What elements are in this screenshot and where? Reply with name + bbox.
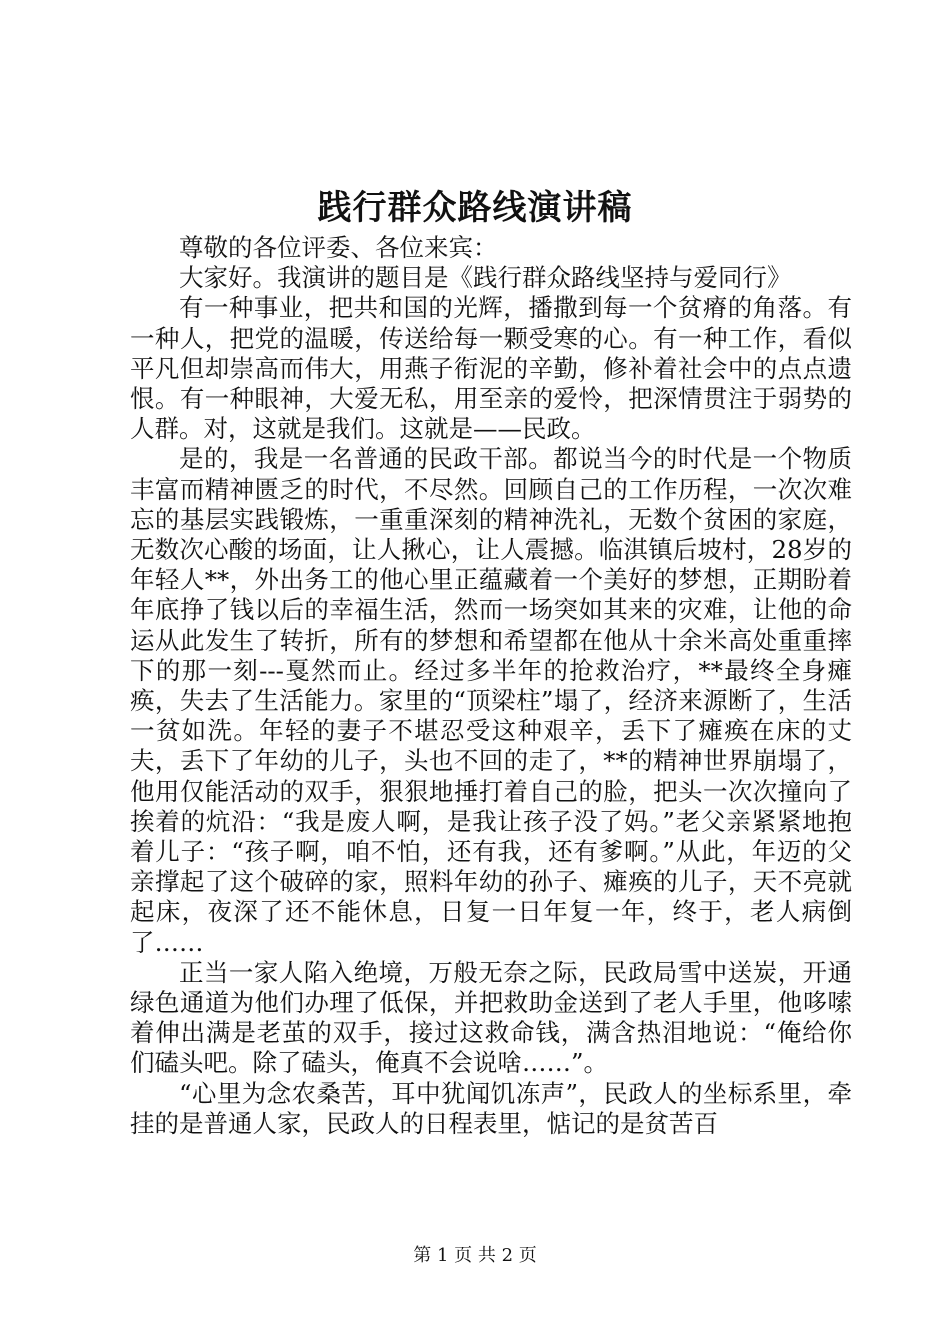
body-paragraph: 有一种事业，把共和国的光辉，播撒到每一个贫瘠的角落。有一种人，把党的温暖，传送给每一颗受寒的心。有一种工作，看似平凡但却崇高而伟大，用燕子衔泥的辛勤，修补着社会中的点点遗恨。有一种眼神，大爱无私，用至亲的爱怜，把深情贯注于弱势的人群。对，这就是我们。这就是——民政。 <box>130 293 852 444</box>
body-paragraph: 是的，我是一名普通的民政干部。都说当今的时代是一个物质丰富而精神匮乏的时代，不尽然。回顾自己的工作历程，一次次难忘的基层实践锻炼，一重重深刻的精神洗礼，无数个贫困的家庭，无数次心酸的场面，让人揪心，让人震撼。临淇镇后坡村，28岁的年轻人**，外出务工的他心里正蕴藏着一个美好的梦想，正期盼着年底挣了钱以后的幸福生活，然而一场突如其来的灾难，让他的命运从此发生了转折，所有的梦想和希望都在他从十余米高处重重摔下的那一刻---戛然而止。经过多半年的抢救治疗，**最终全身瘫痪，失去了生活能力。家里的“顶梁柱”塌了，经济来源断了，生活一贫如洗。年轻的妻子不堪忍受这种艰辛，丢下了瘫痪在床的丈夫，丢下了年幼的儿子，头也不回的走了，**的精神世界崩塌了，他用仅能活动的双手，狠狠地捶打着自己的脸，把头一次次撞向了挨着的炕沿：“我是废人啊，是我让孩子没了妈。”老父亲紧紧地抱着儿子：“孩子啊，咱不怕，还有我，还有爹啊。”从此，年迈的父亲撑起了这个破碎的家，照料年幼的孙子、瘫痪的儿子，天不亮就起床，夜深了还不能休息，日复一日年复一年，终于，老人病倒了…… <box>130 444 852 957</box>
greeting-paragraph: 大家好。我演讲的题目是《践行群众路线坚持与爱同行》 <box>179 263 792 293</box>
salutation-paragraph: 尊敬的各位评委、各位来宾： <box>179 233 498 262</box>
document-body <box>130 233 852 1139</box>
body-paragraph: 正当一家人陷入绝境，万般无奈之际，民政局雪中送炭，开通绿色通道为他们办理了低保，并把救助金送到了老人手里，他哆嗦着伸出满是老茧的双手，接过这救命钱，满含热泪地说：“俺给你们磕头吧。除了磕头，俺真不会说啥……”。 <box>130 957 852 1078</box>
page-number-footer: 第 1 页 共 2 页 <box>413 1245 537 1266</box>
document-title: 践行群众路线演讲稿 <box>317 188 633 228</box>
body-paragraph: “心里为念农桑苦，耳中犹闻饥冻声”，民政人的坐标系里，牵挂的是普通人家，民政人的日程表里，惦记的是贫苦百 <box>130 1078 852 1138</box>
